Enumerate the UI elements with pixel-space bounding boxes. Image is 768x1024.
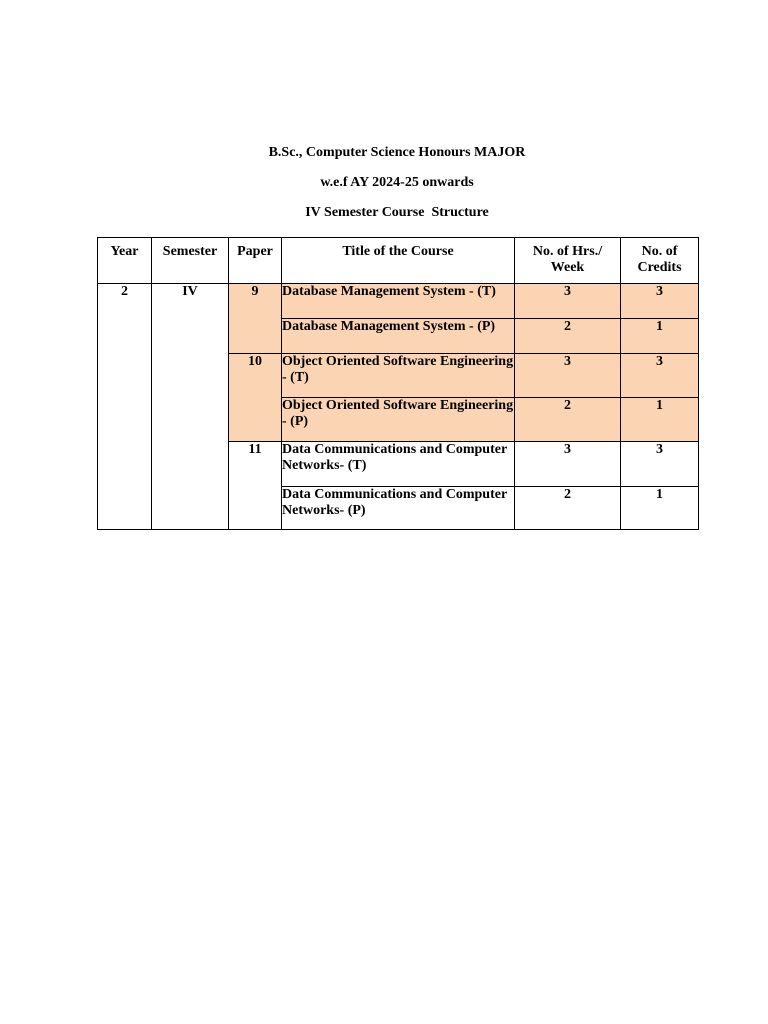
- course-title-cell: Database Management System - (P): [282, 319, 515, 354]
- paper-cell: 10: [229, 354, 282, 442]
- col-header-credits: No. of Credits: [621, 238, 699, 284]
- course-title-cell: Object Oriented Software Engineering - (P): [282, 398, 515, 442]
- course-structure-table: [97, 237, 699, 530]
- col-header-year: Year: [98, 238, 152, 284]
- hours-cell: 3: [515, 354, 621, 398]
- course-title-cell: Object Oriented Software Engineering - (T): [282, 354, 515, 398]
- credits-cell: 3: [621, 442, 699, 487]
- col-header-semester: Semester: [152, 238, 229, 284]
- hours-cell: 2: [515, 319, 621, 354]
- semester-cell: IV: [152, 284, 229, 530]
- paper-cell: 9: [229, 284, 282, 354]
- hours-cell: 3: [515, 284, 621, 319]
- col-header-hours: No. of Hrs./ Week: [515, 238, 621, 284]
- credits-cell: 3: [621, 354, 699, 398]
- course-title-cell: Database Management System - (T): [282, 284, 515, 319]
- col-header-title: Title of the Course: [282, 238, 515, 284]
- credits-cell: 1: [621, 319, 699, 354]
- year-cell: 2: [98, 284, 152, 530]
- col-header-paper: Paper: [229, 238, 282, 284]
- credits-cell: 3: [621, 284, 699, 319]
- table-header-row: [98, 238, 699, 284]
- credits-cell: 1: [621, 487, 699, 530]
- section-title: IV Semester Course Structure: [305, 205, 489, 220]
- paper-cell: 11: [229, 442, 282, 530]
- table-row: [98, 284, 699, 319]
- course-title-cell: Data Communications and Computer Networks- (P): [282, 487, 515, 530]
- hours-cell: 3: [515, 442, 621, 487]
- hours-cell: 2: [515, 487, 621, 530]
- hours-cell: 2: [515, 398, 621, 442]
- document-title: B.Sc., Computer Science Honours MAJOR: [268, 145, 526, 160]
- course-title-cell: Data Communications and Computer Networks- (T): [282, 442, 515, 487]
- document-subtitle: w.e.f AY 2024-25 onwards: [320, 175, 474, 190]
- credits-cell: 1: [621, 398, 699, 442]
